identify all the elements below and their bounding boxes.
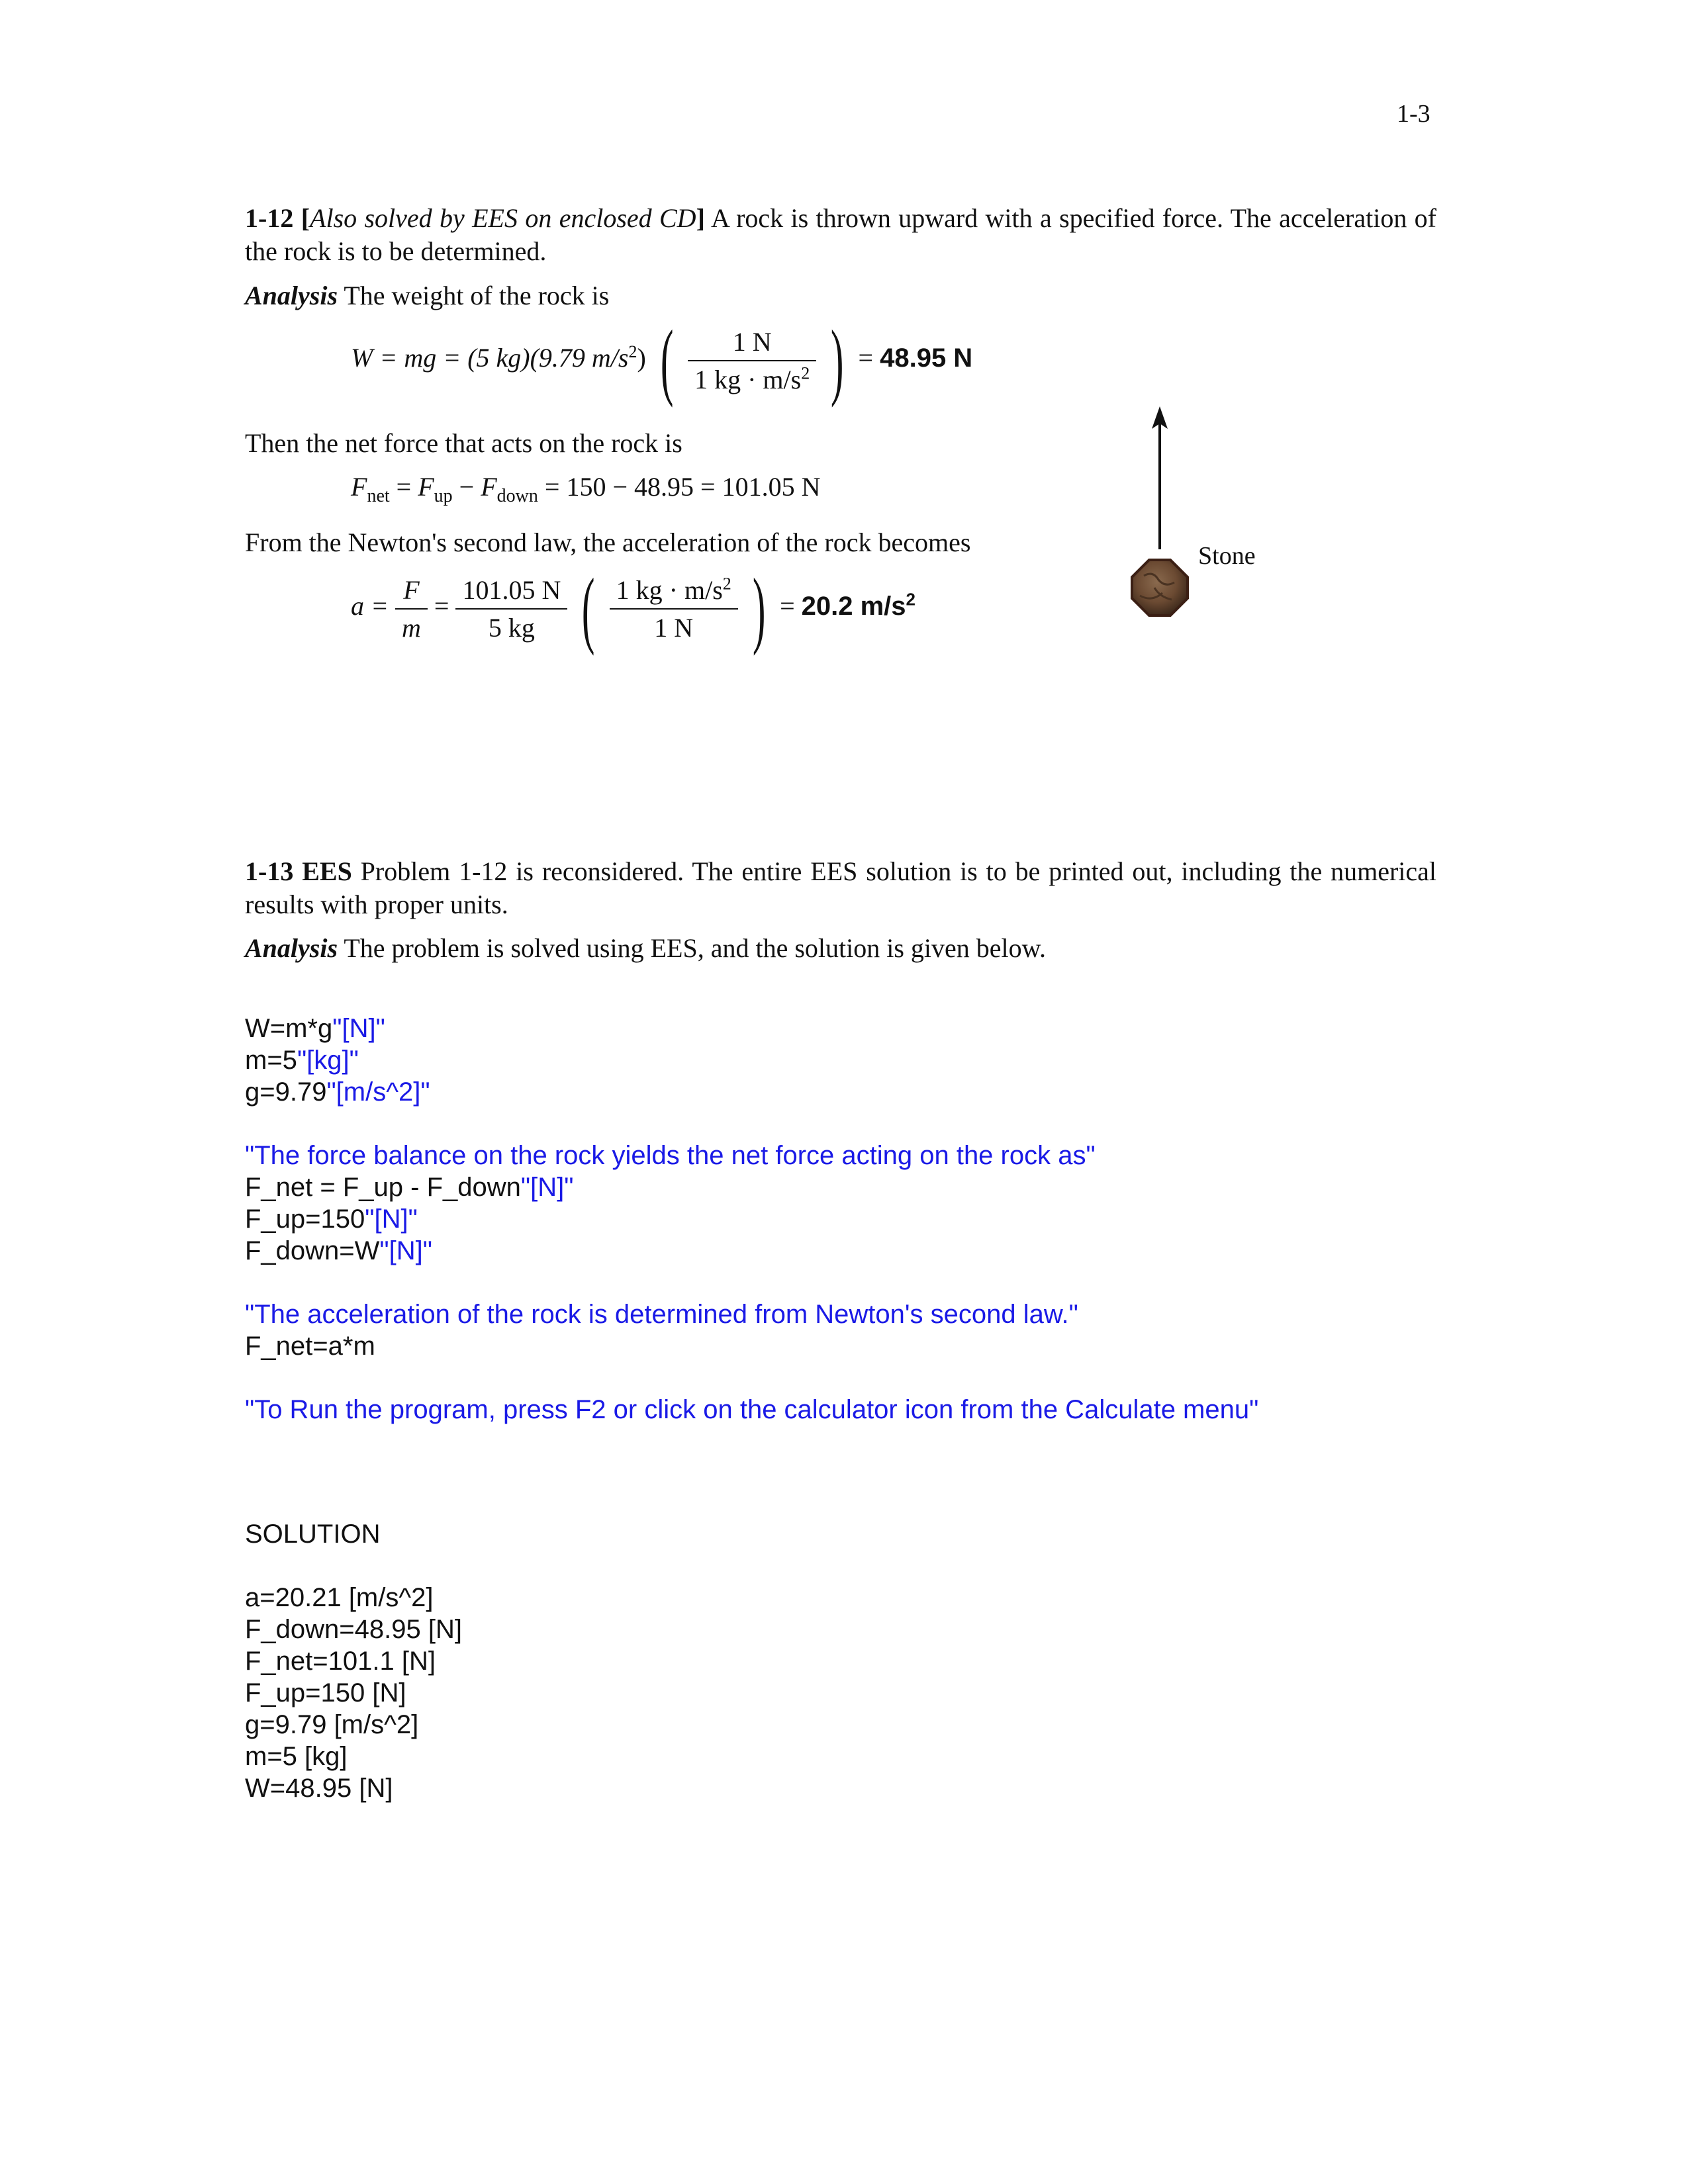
code-line bbox=[245, 1171, 1258, 1203]
code-line bbox=[245, 1076, 1258, 1108]
acceleration-equation: a = $\frac{F}{m}$ = $\frac{101.05 N}{5 kg}$ ( $\frac{1 kg \cdot m/s^2}{1 N}$ ) = 20.2 $m/s^2$ bbox=[351, 561, 915, 657]
code-comment: "[N]" bbox=[379, 1236, 432, 1265]
code-line bbox=[245, 1108, 1258, 1140]
code-statement: g=9.79 bbox=[245, 1077, 327, 1107]
code-comment: "[N]" bbox=[332, 1014, 385, 1043]
analysis-label: Analysis bbox=[245, 281, 338, 310]
code-line bbox=[245, 1362, 1258, 1394]
solution-value: F_down=48.95 [N] bbox=[245, 1615, 462, 1644]
solution-value: a=20.21 [m/s^2] bbox=[245, 1583, 434, 1612]
weight-equation: W = mg = (5 kg)(9.79 $m/s^2$) ( $\frac{1 N}{1 kg \cdot m/s^2}$ ) = 48.95 N bbox=[351, 313, 973, 408]
statement-text: Problem 1-12 is reconsidered. The entire EES solution is to be printed out, including the numerical results with proper units. bbox=[245, 856, 1437, 919]
code-line bbox=[245, 1203, 1258, 1235]
code-comment: "[m/s^2]" bbox=[326, 1077, 430, 1107]
solution-title: SOLUTION bbox=[245, 1520, 381, 1549]
problem-1-12-statement: 1-12 [Also solved by EES on enclosed CD] A rock is thrown upward with a specified force. The acceleration of the rock is to be determined. bbox=[245, 203, 1436, 266]
code-line bbox=[245, 1267, 1258, 1298]
stone-rock-icon bbox=[1132, 560, 1188, 615]
code-line bbox=[245, 1394, 1258, 1426]
code-comment: "The acceleration of the rock is determined from Newton's second law." bbox=[245, 1300, 1078, 1329]
acceleration-result: 20.2 $m/s^2$ bbox=[801, 589, 915, 621]
code-comment: "To Run the program, press F2 or click on the calculator icon from the Calculate menu" bbox=[245, 1395, 1259, 1424]
weight-result: 48.95 N bbox=[880, 343, 973, 373]
code-comment: "[N]" bbox=[365, 1205, 418, 1234]
solution-value: m=5 [kg] bbox=[245, 1742, 348, 1771]
code-statement: F_down=W bbox=[245, 1236, 380, 1265]
code-statement: F_net = F_up - F_down bbox=[245, 1173, 521, 1202]
bracket-note: Also solved by EES on enclosed CD bbox=[310, 203, 696, 233]
analysis-label: Analysis bbox=[245, 933, 338, 963]
page-number: 1-3 bbox=[1397, 100, 1430, 128]
problem-number: 1-12 bbox=[245, 203, 294, 233]
solution-value: F_net=101.1 [N] bbox=[245, 1647, 436, 1676]
code-statement: F_net=a*m bbox=[245, 1332, 375, 1361]
unit-conversion-fraction: $\frac{1 N}{1 kg \cdot m/s^2}$ bbox=[688, 326, 816, 395]
code-line bbox=[245, 1013, 1258, 1044]
code-line bbox=[245, 1298, 1258, 1330]
solution-value: F_up=150 [N] bbox=[245, 1678, 406, 1707]
problem-number: 1-13 bbox=[245, 856, 294, 886]
code-comment: "[kg]" bbox=[297, 1046, 359, 1075]
code-statement: m=5 bbox=[245, 1046, 297, 1075]
newton-text: From the Newton's second law, the acceleration of the rock becomes bbox=[245, 527, 971, 557]
code-line bbox=[245, 1235, 1258, 1267]
code-comment: "The force balance on the rock yields the net force acting on the rock as" bbox=[245, 1141, 1096, 1170]
stone-figure bbox=[1099, 397, 1311, 662]
analysis-line: Analysis The problem is solved using EES, and the solution is given below. bbox=[245, 933, 1046, 963]
ees-code-listing bbox=[245, 1013, 1258, 1426]
solution-value: g=9.79 [m/s^2] bbox=[245, 1710, 419, 1739]
analysis-line: Analysis The weight of the rock is bbox=[245, 281, 610, 310]
code-statement: F_up=150 bbox=[245, 1205, 365, 1234]
stone-label: Stone bbox=[1198, 542, 1256, 570]
code-statement: W=m*g bbox=[245, 1014, 333, 1043]
problem-1-13-statement bbox=[245, 855, 1436, 921]
ees-tag: EES bbox=[302, 856, 352, 886]
code-line bbox=[245, 1140, 1258, 1171]
code-line bbox=[245, 1330, 1258, 1362]
then-text: Then the net force that acts on the rock is bbox=[245, 428, 682, 458]
net-force-equation: $F_{net} = F_{up} - F_{down} = 150 - 48.95 = 101.05$ N bbox=[351, 472, 821, 506]
statement-text: A rock is thrown upward with a specified force. The acceleration of the rock is to be determined. bbox=[245, 203, 1436, 266]
solution-value: W=48.95 [N] bbox=[245, 1774, 393, 1803]
code-comment: "[N]" bbox=[520, 1173, 574, 1202]
code-line bbox=[245, 1044, 1258, 1076]
ees-solution bbox=[245, 1455, 462, 1804]
